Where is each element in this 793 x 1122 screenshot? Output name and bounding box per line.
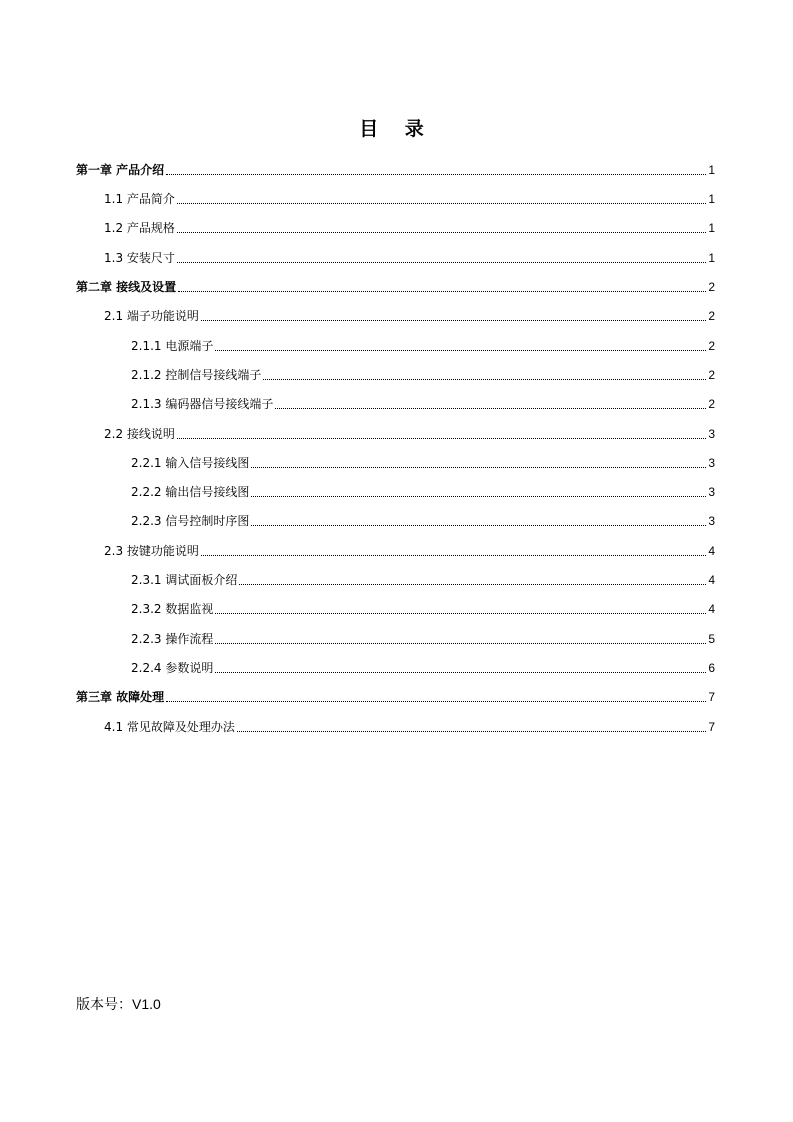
toc-entry-1-1[interactable]	[104, 187, 715, 207]
toc-entry-2-1-1[interactable]	[131, 334, 715, 354]
toc-page-number: 1	[708, 221, 715, 235]
toc-entry-label: 2.3 按键功能说明	[104, 544, 199, 558]
toc-entry-label: 2.2.1 输入信号接线图	[131, 456, 250, 470]
toc-dot-leader	[201, 554, 706, 556]
toc-entry-label: 2.2.3 操作流程	[131, 632, 214, 646]
toc-dot-leader	[166, 173, 706, 175]
toc-dot-leader	[237, 730, 706, 732]
toc-page-number: 3	[708, 427, 715, 441]
toc-entry-label: 2.2.3 信号控制时序图	[131, 514, 250, 528]
toc-dot-leader	[215, 642, 706, 644]
toc-page-number: 2	[708, 368, 715, 382]
toc-page-number: 6	[708, 661, 715, 675]
toc-dot-leader	[251, 524, 706, 526]
toc-page-number: 4	[708, 602, 715, 616]
toc-entry-label: 第二章 接线及设置	[76, 280, 177, 294]
toc-entry-2-3-1[interactable]	[131, 568, 715, 588]
version-prefix: 版本号：	[76, 997, 132, 1013]
toc-entry-label: 2.2.4 参数说明	[131, 661, 214, 675]
toc-dot-leader	[166, 700, 706, 702]
toc-page-number: 3	[708, 514, 715, 528]
toc-entry-label: 2.2 接线说明	[104, 427, 175, 441]
toc-page-number: 7	[708, 690, 715, 704]
toc-entry-1-2[interactable]	[104, 216, 715, 236]
toc-page-number: 4	[708, 573, 715, 587]
toc-page-number: 2	[708, 280, 715, 294]
toc-entry-label: 2.3.1 调试面板介绍	[131, 573, 238, 587]
toc-entry-1-3[interactable]	[104, 246, 715, 266]
toc-page-number: 2	[708, 309, 715, 323]
toc-entry-label: 2.2.2 输出信号接线图	[131, 485, 250, 499]
toc-entry-chapter-1[interactable]	[76, 158, 715, 178]
toc-dot-leader	[239, 583, 706, 585]
toc-page-number: 1	[708, 251, 715, 265]
version-line	[76, 994, 161, 1015]
toc-page-number: 2	[708, 339, 715, 353]
toc-page-number: 7	[708, 720, 715, 734]
toc-entry-4-1[interactable]	[104, 715, 715, 735]
toc-entry-2-2-4[interactable]	[131, 656, 715, 676]
version-number: V1.0	[132, 996, 161, 1012]
toc-dot-leader	[177, 231, 706, 233]
toc-entry-2-2-1[interactable]	[131, 451, 715, 471]
toc-entry-2-2-3[interactable]	[131, 509, 715, 529]
toc-entry-2-1[interactable]	[104, 304, 715, 324]
toc-entry-label: 第三章 故障处理	[76, 690, 165, 704]
toc-entry-2-1-2[interactable]	[131, 363, 715, 383]
toc-dot-leader	[177, 202, 706, 204]
toc-title: 目 录	[359, 118, 434, 140]
toc-page-number: 1	[708, 163, 715, 177]
toc-page-number: 1	[708, 192, 715, 206]
toc-page-number: 3	[708, 456, 715, 470]
toc-entry-2-1-3[interactable]	[131, 392, 715, 412]
toc-entry-2-3[interactable]	[104, 539, 715, 559]
toc-entry-label: 2.1.1 电源端子	[131, 339, 214, 353]
toc-entry-chapter-2[interactable]	[76, 275, 715, 295]
toc-entry-label: 2.1.2 控制信号接线端子	[131, 368, 262, 382]
toc-entry-2-2[interactable]	[104, 422, 715, 442]
toc-dot-leader	[215, 671, 706, 673]
toc-dot-leader	[263, 378, 706, 380]
toc-entry-label: 2.1.3 编码器信号接线端子	[131, 397, 274, 411]
toc-dot-leader	[215, 612, 706, 614]
toc-dot-leader	[177, 261, 706, 263]
toc-dot-leader	[275, 407, 706, 409]
toc-dot-leader	[215, 349, 706, 351]
toc-entry-2-2-2[interactable]	[131, 480, 715, 500]
toc-entry-label: 2.1 端子功能说明	[104, 309, 199, 323]
toc-entry-label: 1.2 产品规格	[104, 221, 175, 235]
toc-dot-leader	[178, 290, 706, 292]
toc-dot-leader	[251, 495, 706, 497]
toc-entry-label: 1.1 产品简介	[104, 192, 175, 206]
toc-page-number: 5	[708, 632, 715, 646]
toc-dot-leader	[201, 319, 706, 321]
toc-page-number: 2	[708, 397, 715, 411]
toc-entry-chapter-3[interactable]	[76, 685, 715, 705]
toc-entry-label: 4.1 常见故障及处理办法	[104, 720, 235, 734]
toc-entry-2-2-3-operation[interactable]	[131, 627, 715, 647]
toc-dot-leader	[251, 466, 706, 468]
toc-entry-label: 2.3.2 数据监视	[131, 602, 214, 616]
toc-entry-label: 1.3 安装尺寸	[104, 251, 175, 265]
toc-page-number: 4	[708, 544, 715, 558]
toc-dot-leader	[177, 437, 706, 439]
toc-page-number: 3	[708, 485, 715, 499]
toc-entry-label: 第一章 产品介绍	[76, 163, 165, 177]
toc-entry-2-3-2[interactable]	[131, 597, 715, 617]
